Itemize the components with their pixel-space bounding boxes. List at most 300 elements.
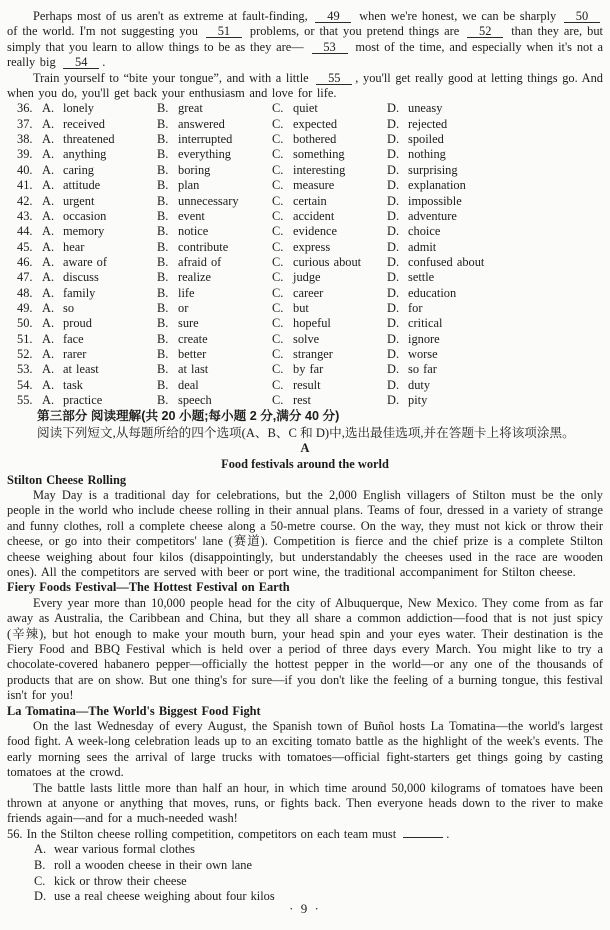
option-a bbox=[42, 178, 157, 193]
blank-underline: 55 bbox=[316, 73, 352, 85]
option-letter-a: A. bbox=[42, 101, 55, 116]
option-d bbox=[387, 178, 603, 193]
option-d-text: spoiled bbox=[408, 132, 444, 147]
option-letter-b: B. bbox=[157, 239, 169, 254]
question-number: 51. bbox=[17, 331, 33, 346]
option-letter-b: B. bbox=[157, 362, 169, 377]
option-letter: B. bbox=[34, 857, 46, 872]
option-letter-d: D. bbox=[387, 316, 400, 331]
option-a-text: lonely bbox=[63, 101, 94, 116]
option-d-text: ignore bbox=[408, 331, 440, 346]
option-b-text: everything bbox=[178, 147, 231, 162]
option-c bbox=[272, 240, 387, 255]
option-letter-d: D. bbox=[387, 147, 400, 162]
option-a bbox=[42, 270, 157, 285]
question-row bbox=[7, 332, 603, 347]
option-d-text: adventure bbox=[408, 208, 457, 223]
question-row bbox=[7, 286, 603, 301]
option-b bbox=[157, 132, 272, 147]
option-letter-c: C. bbox=[272, 147, 284, 162]
cloze-paragraph-2: Train yourself to “bite your tongue”, and with a little 55 , you'll get really good at letting things go. And when you do, you'll get back your enthusiasm and love for life. bbox=[7, 70, 604, 101]
option-c-text: something bbox=[293, 147, 345, 162]
option-b bbox=[157, 286, 272, 301]
question-row bbox=[7, 178, 603, 193]
option-a-text: threatened bbox=[63, 132, 115, 147]
option-d-text: so far bbox=[408, 362, 437, 377]
option-d bbox=[387, 332, 603, 347]
option-letter-d: D. bbox=[387, 254, 400, 269]
question-number: 53. bbox=[17, 362, 33, 377]
option-letter-a: A. bbox=[42, 331, 55, 346]
option-a-text: urgent bbox=[63, 193, 95, 208]
question-number: 41. bbox=[17, 178, 33, 193]
option-b-text: notice bbox=[178, 224, 209, 239]
option-letter-c: C. bbox=[272, 239, 284, 254]
option-a bbox=[42, 255, 157, 270]
option-letter-d: D. bbox=[387, 270, 400, 285]
option-letter-c: C. bbox=[272, 132, 284, 147]
passage-title: Food festivals around the world bbox=[221, 456, 389, 471]
option-letter-c: C. bbox=[272, 116, 284, 131]
option-letter-a: A. bbox=[42, 162, 55, 177]
option-d bbox=[387, 270, 603, 285]
option-a bbox=[42, 316, 157, 331]
option-b-text: boring bbox=[178, 162, 211, 177]
option-letter-c: C. bbox=[272, 178, 284, 193]
question-row bbox=[7, 224, 603, 239]
option-b bbox=[157, 209, 272, 224]
option-a bbox=[42, 224, 157, 239]
option-letter-a: A. bbox=[42, 116, 55, 131]
question-number: 40. bbox=[17, 162, 33, 177]
option-a-text: discuss bbox=[63, 270, 99, 285]
page-number: · 9 · bbox=[289, 901, 321, 916]
option-c bbox=[272, 132, 387, 147]
option-d bbox=[387, 378, 603, 393]
option-b-text: speech bbox=[178, 392, 212, 407]
option-b-text: realize bbox=[178, 270, 212, 285]
option-letter-b: B. bbox=[157, 300, 169, 315]
question-row bbox=[7, 209, 603, 224]
option-letter-b: B. bbox=[157, 193, 169, 208]
option-c-text: career bbox=[293, 285, 324, 300]
option-a bbox=[42, 378, 157, 393]
question-row bbox=[7, 240, 603, 255]
option-text: roll a wooden cheese in their own lane bbox=[54, 857, 252, 872]
option-letter-b: B. bbox=[157, 132, 169, 147]
option-d-text: explanation bbox=[408, 178, 466, 193]
option-b-text: interrupted bbox=[178, 132, 233, 147]
question-row bbox=[7, 393, 603, 408]
option-b bbox=[157, 347, 272, 362]
option-c-text: measure bbox=[293, 178, 335, 193]
option-d-text: pity bbox=[408, 392, 428, 407]
option-letter-a: A. bbox=[42, 147, 55, 162]
option-letter-d: D. bbox=[387, 178, 400, 193]
option-c bbox=[272, 255, 387, 270]
cloze-paragraph-1: Perhaps most of us aren't as extreme at fault-finding, 49 when we're honest, we can be sharply 50 of the world. I'm not suggesting you 51 problems, or that you pretend things are 52 than they are, but simply that you learn to allow things to be as they are— 53 most of the time, and especially when it's not a really big 54 . bbox=[7, 9, 603, 70]
option-b bbox=[157, 240, 272, 255]
option-letter-c: C. bbox=[272, 254, 284, 269]
option-letter: C. bbox=[34, 873, 46, 888]
option-c bbox=[272, 117, 387, 132]
question-row bbox=[7, 378, 603, 393]
option-c bbox=[272, 163, 387, 178]
option-b bbox=[157, 194, 272, 209]
option-d bbox=[387, 240, 603, 255]
option-c-text: curious about bbox=[293, 254, 362, 269]
question-row bbox=[7, 362, 603, 377]
option-letter-d: D. bbox=[387, 224, 400, 239]
option-a-text: memory bbox=[63, 224, 105, 239]
option-letter-d: D. bbox=[387, 116, 400, 131]
question-56-option bbox=[7, 858, 603, 874]
option-d bbox=[387, 194, 603, 209]
option-d-text: worse bbox=[408, 346, 438, 361]
option-a bbox=[42, 209, 157, 224]
option-a bbox=[42, 240, 157, 255]
option-b bbox=[157, 147, 272, 162]
option-letter-c: C. bbox=[272, 300, 284, 315]
option-c-text: quiet bbox=[293, 101, 318, 116]
option-letter-a: A. bbox=[42, 316, 55, 331]
option-letter-c: C. bbox=[272, 377, 284, 392]
option-letter-d: D. bbox=[387, 132, 400, 147]
question-56-option bbox=[7, 842, 603, 858]
blank-underline: 53 bbox=[312, 42, 348, 54]
question-number: 37. bbox=[17, 116, 33, 131]
option-c bbox=[272, 316, 387, 331]
option-letter-d: D. bbox=[387, 285, 400, 300]
option-letter-b: B. bbox=[157, 285, 169, 300]
question-row bbox=[7, 255, 603, 270]
option-d-text: critical bbox=[408, 316, 443, 331]
question-row bbox=[7, 117, 603, 132]
option-a bbox=[42, 163, 157, 178]
option-d bbox=[387, 117, 603, 132]
option-b bbox=[157, 224, 272, 239]
passage-block: La Tomatina—The World's Biggest Food Fight bbox=[7, 703, 261, 718]
option-d-text: uneasy bbox=[408, 101, 443, 116]
option-a bbox=[42, 332, 157, 347]
option-text: wear various formal clothes bbox=[54, 842, 195, 857]
option-a bbox=[42, 347, 157, 362]
option-a-text: hear bbox=[63, 239, 85, 254]
option-a-text: aware of bbox=[63, 254, 107, 269]
option-letter-a: A. bbox=[42, 254, 55, 269]
option-letter-d: D. bbox=[387, 377, 400, 392]
option-letter: A. bbox=[34, 842, 47, 857]
option-c-text: express bbox=[293, 239, 331, 254]
option-d bbox=[387, 301, 603, 316]
option-c bbox=[272, 209, 387, 224]
option-letter-c: C. bbox=[272, 392, 284, 407]
option-letter-b: B. bbox=[157, 147, 169, 162]
option-a-text: face bbox=[63, 331, 84, 346]
option-d bbox=[387, 393, 603, 408]
option-c-text: expected bbox=[293, 116, 338, 131]
option-letter-b: B. bbox=[157, 224, 169, 239]
option-letter-d: D. bbox=[387, 362, 400, 377]
blank-underline: 49 bbox=[315, 11, 351, 23]
question-number: 44. bbox=[17, 224, 33, 239]
option-letter-c: C. bbox=[272, 208, 284, 223]
option-b bbox=[157, 316, 272, 331]
option-b-text: better bbox=[178, 346, 207, 361]
option-c-text: hopeful bbox=[293, 316, 331, 331]
question-number: 52. bbox=[17, 346, 33, 361]
option-b-text: plan bbox=[178, 178, 200, 193]
option-letter-c: C. bbox=[272, 270, 284, 285]
question-number: 55. bbox=[17, 392, 33, 407]
option-d-text: admit bbox=[408, 239, 437, 254]
option-b-text: deal bbox=[178, 377, 199, 392]
option-a bbox=[42, 194, 157, 209]
passage-label: A bbox=[300, 441, 310, 456]
mcq-options-grid bbox=[7, 101, 603, 408]
option-letter-d: D. bbox=[387, 101, 400, 116]
question-row bbox=[7, 101, 603, 116]
option-letter-b: B. bbox=[157, 254, 169, 269]
option-letter-a: A. bbox=[42, 224, 55, 239]
option-c-text: certain bbox=[293, 193, 327, 208]
option-text: use a real cheese weighing about four kilos bbox=[54, 889, 275, 904]
option-c-text: result bbox=[293, 377, 321, 392]
question-row bbox=[7, 316, 603, 331]
option-d-text: confused about bbox=[408, 254, 485, 269]
option-letter-c: C. bbox=[272, 362, 284, 377]
section-3-instruction: 阅读下列短文,从每题所给的四个选项(A、B、C 和 D)中,选出最佳选项,并在答题卡上将该项涂黑。 bbox=[37, 425, 575, 440]
option-b-text: contribute bbox=[178, 239, 229, 254]
option-a-text: caring bbox=[63, 162, 94, 177]
option-letter-b: B. bbox=[157, 208, 169, 223]
option-letter-c: C. bbox=[272, 316, 284, 331]
option-a-text: anything bbox=[63, 147, 107, 162]
question-number: 38. bbox=[17, 132, 33, 147]
option-b-text: unnecessary bbox=[178, 193, 239, 208]
option-d-text: impossible bbox=[408, 193, 462, 208]
option-b-text: or bbox=[178, 300, 189, 315]
option-c-text: by far bbox=[293, 362, 324, 377]
option-letter-d: D. bbox=[387, 300, 400, 315]
question-row bbox=[7, 270, 603, 285]
option-letter-b: B. bbox=[157, 162, 169, 177]
option-letter-b: B. bbox=[157, 392, 169, 407]
option-c-text: stranger bbox=[293, 346, 333, 361]
option-c-text: interesting bbox=[293, 162, 346, 177]
question-row bbox=[7, 147, 603, 162]
question-number: 42. bbox=[17, 193, 33, 208]
option-letter-d: D. bbox=[387, 239, 400, 254]
option-c bbox=[272, 224, 387, 239]
option-letter-a: A. bbox=[42, 178, 55, 193]
question-number: 50. bbox=[17, 316, 33, 331]
option-letter-c: C. bbox=[272, 162, 284, 177]
option-letter-a: A. bbox=[42, 346, 55, 361]
option-letter-a: A. bbox=[42, 270, 55, 285]
reading-passage bbox=[7, 473, 603, 827]
option-c bbox=[272, 393, 387, 408]
option-b bbox=[157, 332, 272, 347]
option-d-text: surprising bbox=[408, 162, 458, 177]
option-c-text: judge bbox=[293, 270, 321, 285]
option-letter-a: A. bbox=[42, 193, 55, 208]
option-d bbox=[387, 163, 603, 178]
option-c bbox=[272, 147, 387, 162]
blank-underline bbox=[403, 837, 443, 838]
option-c-text: but bbox=[293, 300, 309, 315]
option-letter-b: B. bbox=[157, 116, 169, 131]
option-b bbox=[157, 270, 272, 285]
option-letter-c: C. bbox=[272, 346, 284, 361]
option-a bbox=[42, 286, 157, 301]
option-c-text: evidence bbox=[293, 224, 338, 239]
option-c bbox=[272, 194, 387, 209]
option-c-text: accident bbox=[293, 208, 335, 223]
passage-block: The battle lasts little more than half an hour, in which time around 50,000 kilograms of tomatoes have been thrown at anyone or anything that moves, runs, or fights back. Then everyone heads down to the river to make friends again—and for a much-needed wash! bbox=[7, 780, 603, 826]
option-letter: D. bbox=[34, 889, 47, 904]
option-d-text: rejected bbox=[408, 116, 448, 131]
option-d bbox=[387, 286, 603, 301]
question-number: 48. bbox=[17, 285, 33, 300]
section-3-header: 第三部分 阅读理解(共 20 小题;每小题 2 分,满分 40 分) bbox=[37, 409, 340, 424]
option-a-text: so bbox=[63, 300, 75, 315]
option-b-text: event bbox=[178, 208, 205, 223]
option-d bbox=[387, 224, 603, 239]
option-b bbox=[157, 255, 272, 270]
option-d bbox=[387, 147, 603, 162]
question-number: 45. bbox=[17, 239, 33, 254]
question-row bbox=[7, 301, 603, 316]
option-letter-d: D. bbox=[387, 193, 400, 208]
option-b bbox=[157, 362, 272, 377]
option-a-text: family bbox=[63, 285, 96, 300]
option-a-text: practice bbox=[63, 392, 103, 407]
question-number: 36. bbox=[17, 101, 33, 116]
option-d bbox=[387, 101, 603, 116]
option-b bbox=[157, 393, 272, 408]
option-a bbox=[42, 393, 157, 408]
option-b-text: answered bbox=[178, 116, 225, 131]
passage-block: May Day is a traditional day for celebrations, but the 2,000 English villagers of Stilton must be the only people in the world who include cheese rolling in their annual plans. Teams of four, dressed in a variety of strange and funny clothes, roll a complete cheese along a 50-metre course. On the way, they must not kick or throw their cheese, or go into their competitors' lane (赛道). Competition is fierce and the chief prize is a complete Stilton cheese weighing about four kilos (disappointingly, but understandably the cheeses used in the race are wooden ones). All the competitors are served with beer or port wine, the traditional accompaniment for Stilton cheese. bbox=[7, 487, 603, 579]
option-d-text: settle bbox=[408, 270, 435, 285]
option-b-text: afraid of bbox=[178, 254, 222, 269]
option-d bbox=[387, 132, 603, 147]
option-b-text: create bbox=[178, 331, 208, 346]
option-a-text: occasion bbox=[63, 208, 107, 223]
question-number: 46. bbox=[17, 254, 33, 269]
question-number: 47. bbox=[17, 270, 33, 285]
question-row bbox=[7, 347, 603, 362]
option-c bbox=[272, 332, 387, 347]
option-c bbox=[272, 347, 387, 362]
option-a-text: rarer bbox=[63, 346, 87, 361]
option-a-text: at least bbox=[63, 362, 99, 377]
blank-underline: 52 bbox=[467, 26, 503, 38]
option-letter-a: A. bbox=[42, 132, 55, 147]
option-c bbox=[272, 378, 387, 393]
passage-block: Stilton Cheese Rolling bbox=[7, 472, 127, 487]
option-a bbox=[42, 301, 157, 316]
option-d-text: nothing bbox=[408, 147, 446, 162]
option-letter-c: C. bbox=[272, 331, 284, 346]
question-56-stem: 56. In the Stilton cheese rolling competition, competitors on each team must . bbox=[7, 826, 450, 841]
option-letter-b: B. bbox=[157, 377, 169, 392]
option-letter-a: A. bbox=[42, 285, 55, 300]
option-c-text: bothered bbox=[293, 132, 337, 147]
question-row bbox=[7, 132, 603, 147]
option-a bbox=[42, 147, 157, 162]
option-letter-a: A. bbox=[42, 208, 55, 223]
option-d bbox=[387, 255, 603, 270]
option-letter-c: C. bbox=[272, 193, 284, 208]
option-c bbox=[272, 178, 387, 193]
option-a-text: proud bbox=[63, 316, 92, 331]
option-d bbox=[387, 362, 603, 377]
option-d bbox=[387, 209, 603, 224]
option-b-text: at last bbox=[178, 362, 209, 377]
option-a-text: received bbox=[63, 116, 105, 131]
option-c bbox=[272, 301, 387, 316]
option-c bbox=[272, 101, 387, 116]
option-b bbox=[157, 163, 272, 178]
option-d-text: duty bbox=[408, 377, 431, 392]
option-c bbox=[272, 286, 387, 301]
question-row bbox=[7, 163, 603, 178]
blank-underline: 54 bbox=[63, 57, 99, 69]
option-letter-d: D. bbox=[387, 331, 400, 346]
option-b bbox=[157, 101, 272, 116]
option-a-text: attitude bbox=[63, 178, 101, 193]
option-letter-a: A. bbox=[42, 300, 55, 315]
option-c bbox=[272, 270, 387, 285]
option-letter-b: B. bbox=[157, 178, 169, 193]
option-d-text: for bbox=[408, 300, 423, 315]
option-letter-b: B. bbox=[157, 346, 169, 361]
passage-block: Fiery Foods Festival—The Hottest Festival on Earth bbox=[7, 580, 290, 595]
option-letter-d: D. bbox=[387, 162, 400, 177]
option-d-text: choice bbox=[408, 224, 441, 239]
option-letter-b: B. bbox=[157, 270, 169, 285]
question-number: 39. bbox=[17, 147, 33, 162]
option-letter-a: A. bbox=[42, 392, 55, 407]
question-56-options bbox=[7, 842, 603, 904]
option-d bbox=[387, 347, 603, 362]
question-number: 43. bbox=[17, 208, 33, 223]
option-letter-a: A. bbox=[42, 377, 55, 392]
option-a bbox=[42, 132, 157, 147]
option-letter-d: D. bbox=[387, 392, 400, 407]
option-text: kick or throw their cheese bbox=[54, 873, 187, 888]
option-d bbox=[387, 316, 603, 331]
option-a-text: task bbox=[63, 377, 83, 392]
blank-underline: 51 bbox=[206, 26, 242, 38]
option-c-text: solve bbox=[293, 331, 320, 346]
option-d-text: education bbox=[408, 285, 457, 300]
option-b-text: life bbox=[178, 285, 195, 300]
option-b-text: great bbox=[178, 101, 203, 116]
option-letter-c: C. bbox=[272, 285, 284, 300]
option-letter-c: C. bbox=[272, 101, 284, 116]
passage-block: Every year more than 10,000 people head for the city of Albuquerque, New Mexico. They come from as far away as Australia, the Caribbean and China, but they all share a common addiction—food that is not just spicy (辛辣), but hot enough to make your mouth burn, your head spin and your eyes water. Their destination is the Fiery Food and BBQ Festival which is held over a period of three days every March. You might like to try a chocolate-covered habanero pepper—officially the hottest pepper in the world—or any one of the thousands of products that are on show. But one thing's for sure—if you don't like the feeling of a burning tongue, this festival isn't for you! bbox=[7, 595, 603, 703]
option-letter-a: A. bbox=[42, 239, 55, 254]
question-number: 54. bbox=[17, 377, 33, 392]
passage-block: On the last Wednesday of every August, the Spanish town of Buñol hosts La Tomatina—the world's largest food fight. A week-long celebration leads up to an exciting tomato battle as the highlight of the week's events. The early morning sees the arrival of large trucks with tomatoes—official fight-starters get things going by casting tomatoes at the crowd. bbox=[7, 719, 603, 780]
option-a bbox=[42, 101, 157, 116]
option-b bbox=[157, 117, 272, 132]
option-letter-d: D. bbox=[387, 346, 400, 361]
option-letter-b: B. bbox=[157, 316, 169, 331]
